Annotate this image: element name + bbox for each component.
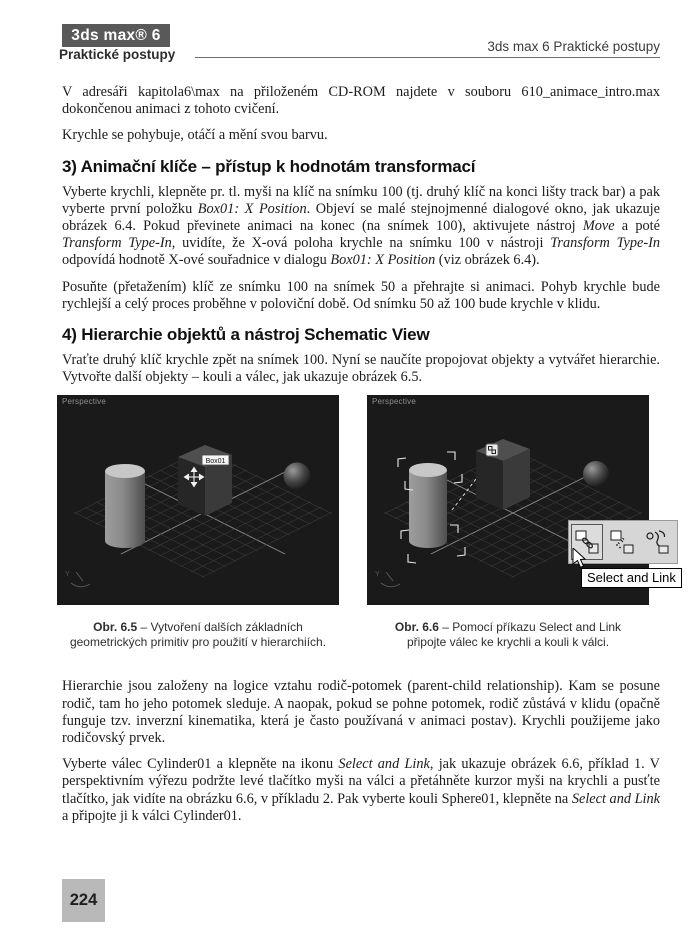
tooltip: Select and Link (581, 568, 682, 588)
unlink-selection-icon (609, 529, 635, 555)
axis-tripod-icon (65, 571, 90, 587)
svg-text:Y: Y (65, 571, 70, 579)
screenshot-viewport-6-5 (57, 395, 339, 605)
product-logo-subtitle: Praktické postupy (59, 47, 176, 62)
cylinder-object (409, 463, 447, 548)
paragraph: Vraťte druhý klíč krychle zpět na snímek 100. Nyní se naučíte propojovat objekty a vytvářet hierarchie. Vytvořte další objekty – kouli a válec, jak ukazuje obrázek 6.5. (62, 352, 660, 386)
cylinder-object (105, 464, 145, 548)
cursor-arrow-icon (572, 548, 588, 572)
axis-tripod-icon (375, 571, 400, 587)
sphere-object (583, 461, 609, 487)
caption-number: Obr. 6.5 (93, 620, 138, 635)
bind-to-space-warp-button (641, 524, 673, 560)
paragraph: Posuňte (přetažením) klíč ze snímku 100 na snímek 50 a přehrajte si animaci. Pohyb krychle bude rychlejší a celý proces proběhne v poloviční době. Od snímku 50 až 100 bude krychle v klidu. (62, 278, 660, 312)
paragraph: Vyberte krychli, klepněte pr. tl. myši na klíč na snímku 100 (tj. druhý klíč na konci lišty track bar) a pak vyberte první položku Box01: X Position. Objeví se malé stejnojmenné dialogové okno, jak ukazuje obrázek 6.4. Pokud převinete animaci na konec (na snímek 100), aktivujete nástroj Move a poté Transform Type-In, uvidíte, že X-ová poloha krychle na snímku 100 v nástroji Transform Type-In odpovídá hodnotě X-ové souřadnice v dialogu Box01: X Position (viz obrázek 6.4). (62, 183, 661, 269)
box-object (476, 439, 530, 510)
running-head: 3ds max 6 Praktické postupy (487, 39, 660, 54)
figure-caption-6-6 (367, 620, 649, 650)
unlink-selection-button (606, 524, 638, 560)
object-name-label (202, 455, 229, 465)
paragraph: Hierarchie jsou založeny na logice vztahu rodič-potomek (parent-child relationship). Kam se posune rodič, tam ho jeho potomek sleduje. A naopak, pokud se pohne potomek, rodič zůstává v klidu (opačně funguje tzv. inverzní kinematika, která je často používaná v animaci postav). Krychli použijeme jako rodičovský prvek. (62, 678, 660, 747)
paragraph: Krychle se pohybuje, otáčí a mění svou barvu. (62, 127, 328, 144)
bind-to-space-warp-icon (644, 529, 670, 555)
viewport-type-label: Perspective (62, 397, 106, 407)
product-logo-title: 3ds max® 6 (71, 26, 161, 44)
viewport-type-label: Perspective (372, 397, 416, 407)
caption-row (57, 620, 660, 650)
viewport-scene (57, 395, 339, 605)
caption-text: – Pomocí příkazu Select and Link připojte válec ke krychli a kouli k válci. (406, 620, 622, 650)
screenshot-viewport-6-6 (367, 395, 676, 605)
paragraph: V adresáři kapitola6\max na přiloženém CD-ROM najdete v souboru 610_animace_intro.max dokončenou animaci z tohoto cvičení. (62, 84, 660, 118)
caption-number: Obr. 6.6 (394, 620, 439, 635)
svg-text:Box01: Box01 (205, 458, 226, 466)
svg-text:Y: Y (375, 571, 380, 579)
caption-text: – Vytvoření dalších základních geometrických primitiv pro použití v hierarchiích. (69, 620, 327, 650)
link-cursor-icon (486, 444, 498, 456)
product-logo (62, 24, 170, 47)
figure-caption-6-5 (57, 620, 339, 650)
page-number: 224 (62, 879, 105, 922)
figure-row (57, 395, 676, 605)
text-column (62, 84, 676, 834)
header-rule (195, 57, 660, 58)
section-heading-4: 4) Hierarchie objektů a nástroj Schematic View (62, 325, 430, 345)
paragraph: Vyberte válec Cylinder01 a klepněte na ikonu Select and Link, jak ukazuje obrázek 6.6, příklad 1. V perspektivním výřezu podržte levé tlačítko myši na válci a přetáhněte kurzor myši na krychli a pusťte tlačítko, jak vidíte na obrázku 6.6, v příkladu 2. Pak vyberte kouli Sphere01, klepněte na Select and Link a připojte ji k válci Cylinder01. (62, 756, 660, 824)
section-heading-3: 3) Animační klíče – přístup k hodnotám transformací (62, 156, 476, 176)
sphere-object (284, 463, 311, 490)
